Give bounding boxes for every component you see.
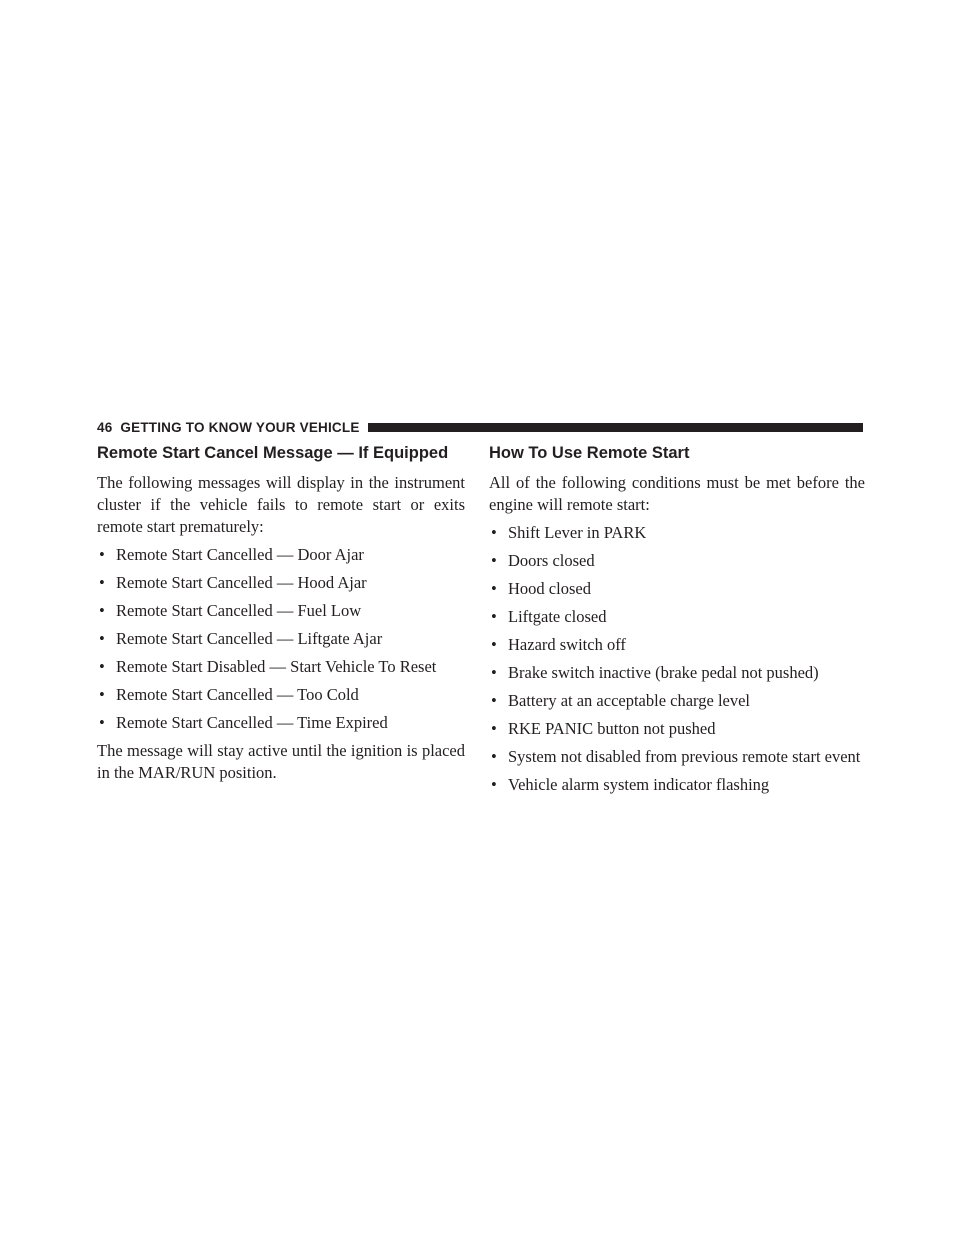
list-item-text: Remote Start Cancelled — Hood Ajar <box>116 573 367 592</box>
section-title: GETTING TO KNOW YOUR VEHICLE <box>120 419 360 435</box>
list-item-text: Hood closed <box>508 579 591 598</box>
list-item <box>489 718 865 740</box>
list-item <box>489 690 865 712</box>
left-column <box>97 443 465 790</box>
list-item-text: Shift Lever in PARK <box>508 523 647 542</box>
list-item-text: Hazard switch off <box>508 635 626 654</box>
list-item <box>489 606 865 628</box>
bullet-glyph: • <box>99 545 105 564</box>
page-number: 46 <box>97 419 113 435</box>
list-item <box>97 572 465 594</box>
right-column <box>489 443 865 802</box>
left-heading: Remote Start Cancel Message — If Equipped <box>97 444 449 462</box>
list-item-text: Remote Start Cancelled — Liftgate Ajar <box>116 629 383 648</box>
list-item <box>97 544 465 566</box>
list-item <box>97 656 465 678</box>
list-item-text: RKE PANIC button not pushed <box>508 719 716 738</box>
list-item <box>489 774 865 796</box>
bullet-glyph: • <box>491 551 497 570</box>
condition-list <box>489 522 865 796</box>
list-item <box>97 600 465 622</box>
list-item-text: Doors closed <box>508 551 595 570</box>
left-intro: The following messages will display in the instrument cluster if the vehicle fails to remote start or exits remote start prematurely: <box>97 473 465 536</box>
bullet-glyph: • <box>99 685 105 704</box>
bullet-glyph: • <box>491 663 497 682</box>
list-item <box>97 628 465 650</box>
bullet-glyph: • <box>491 719 497 738</box>
list-item-text: Remote Start Disabled — Start Vehicle To Reset <box>116 657 437 676</box>
list-item <box>489 746 865 768</box>
bullet-glyph: • <box>491 635 497 654</box>
bullet-glyph: • <box>491 775 497 794</box>
list-item <box>489 634 865 656</box>
list-item <box>489 578 865 600</box>
left-outro: The message will stay active until the ignition is placed in the MAR/RUN position. <box>97 741 465 782</box>
bullet-glyph: • <box>491 691 497 710</box>
cancel-message-list <box>97 544 465 734</box>
list-item-text: Remote Start Cancelled — Too Cold <box>116 685 359 704</box>
list-item <box>489 550 865 572</box>
list-item-text: Liftgate closed <box>508 607 607 626</box>
right-heading: How To Use Remote Start <box>489 444 690 462</box>
bullet-glyph: • <box>99 713 105 732</box>
right-intro: All of the following conditions must be met before the engine will remote start: <box>489 473 865 514</box>
list-item <box>97 684 465 706</box>
list-item-text: Remote Start Cancelled — Fuel Low <box>116 601 362 620</box>
bullet-glyph: • <box>491 607 497 626</box>
list-item <box>489 662 865 684</box>
bullet-glyph: • <box>491 579 497 598</box>
bullet-glyph: • <box>99 629 105 648</box>
bullet-glyph: • <box>99 573 105 592</box>
header-rule <box>368 423 863 432</box>
list-item-text: Remote Start Cancelled — Time Expired <box>116 713 388 732</box>
list-item-text: Battery at an acceptable charge level <box>508 691 751 710</box>
list-item-text: Vehicle alarm system indicator flashing <box>508 775 770 794</box>
bullet-glyph: • <box>99 657 105 676</box>
bullet-glyph: • <box>491 747 497 766</box>
list-item-text: Brake switch inactive (brake pedal not pushed) <box>508 663 819 682</box>
list-item <box>97 712 465 734</box>
list-item-text: System not disabled from previous remote start event <box>508 747 861 766</box>
list-item-text: Remote Start Cancelled — Door Ajar <box>116 545 364 564</box>
list-item <box>489 522 865 544</box>
page-header <box>97 418 863 436</box>
bullet-glyph: • <box>491 523 497 542</box>
bullet-glyph: • <box>99 601 105 620</box>
